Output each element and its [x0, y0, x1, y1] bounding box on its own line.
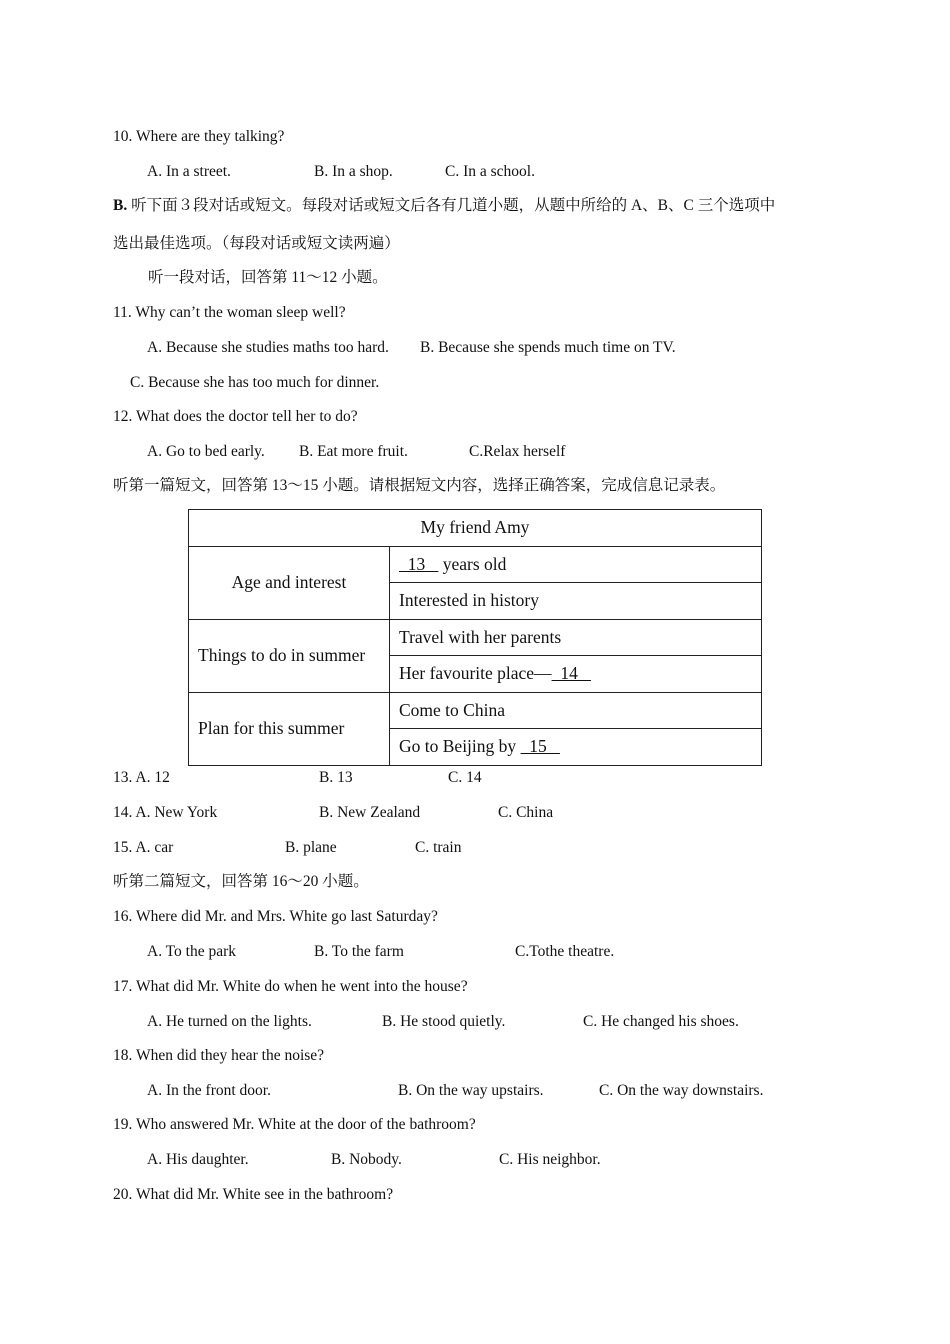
table-cell: Come to China [390, 692, 762, 729]
q14-option-c: C. China [498, 804, 554, 821]
cell-text: Her favourite place— [399, 663, 552, 684]
q10-option-a: A. In a street. [147, 163, 231, 180]
passage-1-intro: 听第一篇短文，回答第 13～15 小题。请根据短文内容，选择正确答案，完成信息记录表。 [113, 477, 726, 494]
q17-option-b: B. He stood quietly. [382, 1013, 506, 1030]
blank-15: 15 [520, 736, 560, 757]
row-label-plan: Plan for this summer [189, 692, 390, 765]
row-label-age: Age and interest [189, 546, 390, 619]
question-18: 18. When did they hear the noise? [113, 1047, 325, 1064]
section-b-text-2: 选出最佳选项。（每段对话或短文读两遍） [113, 235, 400, 252]
q13-option-b: B. 13 [319, 769, 353, 786]
q11-option-b: B. Because she spends much time on TV. [420, 339, 676, 356]
q18-option-c: C. On the way downstairs. [599, 1082, 764, 1099]
row-label-summer: Things to do in summer [189, 619, 390, 692]
blank-14: 14 [551, 663, 591, 684]
cell-text: years old [438, 553, 507, 574]
info-record-table [188, 509, 762, 766]
question-16: 16. Where did Mr. and Mrs. White go last Saturday? [113, 908, 438, 925]
table-row [189, 546, 762, 583]
question-20: 20. What did Mr. White see in the bathroom? [113, 1186, 394, 1203]
q10-option-c: C. In a school. [445, 163, 535, 180]
q14-option-b: B. New Zealand [319, 804, 421, 821]
q19-option-b: B. Nobody. [331, 1151, 402, 1168]
table-cell: Travel with her parents [390, 619, 762, 656]
q16-option-b: B. To the farm [314, 943, 404, 960]
question-10: 10. Where are they talking? [113, 128, 285, 145]
q15-option-c: C. train [415, 839, 462, 856]
q15-option-b: B. plane [285, 839, 337, 856]
q17-option-c: C. He changed his shoes. [583, 1013, 739, 1030]
q16-option-a: A. To the park [147, 943, 237, 960]
q15-option-a: 15. A. car [113, 839, 174, 856]
q10-option-b: B. In a shop. [314, 163, 393, 180]
q12-option-c: C.Relax herself [469, 443, 566, 460]
section-b-text-1: 听下面３段对话或短文。每段对话或短文后各有几道小题，从题中所给的 A、B、C 三个选项中 [127, 197, 776, 214]
table-cell: Interested in history [390, 583, 762, 620]
q19-option-a: A. His daughter. [147, 1151, 249, 1168]
q13-option-a: 13. A. 12 [113, 769, 170, 786]
question-12: 12. What does the doctor tell her to do? [113, 408, 358, 425]
table-cell [390, 546, 762, 583]
q19-option-c: C. His neighbor. [499, 1151, 601, 1168]
blank-13: 13 [399, 553, 439, 574]
q16-option-c: C.Tothe theatre. [515, 943, 615, 960]
passage-2-intro: 听第二篇短文，回答第 16～20 小题。 [113, 873, 369, 890]
section-b-label: B. [113, 197, 128, 214]
table-row [189, 619, 762, 656]
q11-option-a: A. Because she studies maths too hard. [147, 339, 389, 356]
section-b-instruction [113, 196, 775, 216]
q18-option-b: B. On the way upstairs. [398, 1082, 544, 1099]
q14-option-a: 14. A. New York [113, 804, 218, 821]
q17-option-a: A. He turned on the lights. [147, 1013, 312, 1030]
table-cell [390, 729, 762, 766]
q12-option-b: B. Eat more fruit. [299, 443, 408, 460]
q11-option-c: C. Because she has too much for dinner. [130, 374, 380, 391]
q13-option-c: C. 14 [448, 769, 482, 786]
table-title: My friend Amy [189, 510, 762, 547]
table-row [189, 692, 762, 729]
q12-option-a: A. Go to bed early. [147, 443, 265, 460]
table-cell [390, 656, 762, 693]
question-19: 19. Who answered Mr. White at the door of the bathroom? [113, 1116, 476, 1133]
cell-text: Go to Beijing by [399, 736, 521, 757]
question-17: 17. What did Mr. White do when he went into the house? [113, 978, 468, 995]
table-title-row [189, 510, 762, 547]
dialog-1-intro: 听一段对话，回答第 11～12 小题。 [148, 269, 388, 286]
question-11: 11. Why can’t the woman sleep well? [113, 304, 346, 321]
q18-option-a: A. In the front door. [147, 1082, 271, 1099]
